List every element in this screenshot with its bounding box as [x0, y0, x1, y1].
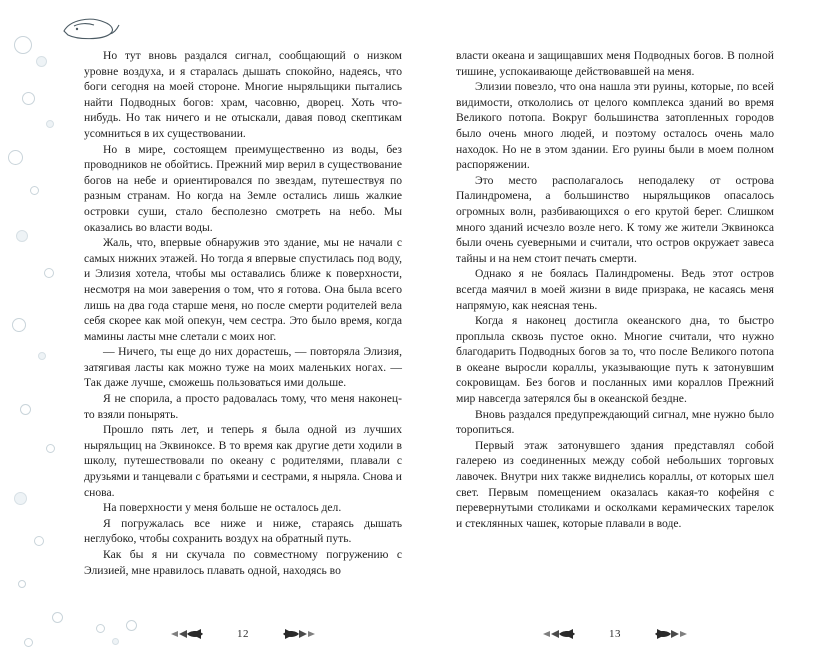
right-page-text-column [456, 48, 774, 531]
bubble-decoration [22, 92, 35, 105]
paragraph: Вновь раздался предупреждающий сигнал, мне нужно было торопиться. [456, 407, 774, 437]
paragraph: власти океана и защищавших меня Подводных богов. В полной тишине, успокаивающе действовавшей на меня. [456, 49, 774, 78]
fish-right-ornament-icon [257, 627, 317, 641]
whale-doodle-icon [60, 14, 120, 40]
bubble-decoration [16, 230, 28, 242]
paragraph: — Ничего, ты еще до них дорастешь, — повторяла Элизия, затягивая ласты как можно туже на моих маленьких ногах. — Так даже лучше, сможешь пользоваться ими дольше. [84, 345, 402, 390]
paragraph: Как бы я ни скучала по совместному погружению с Элизией, мне нравилось плавать одной, находясь во [84, 548, 402, 577]
bubble-decoration [46, 120, 54, 128]
left-page-folio [84, 627, 402, 641]
fish-left-ornament-icon [169, 627, 229, 641]
bubble-decoration [8, 150, 23, 165]
paragraph: Жаль, что, впервые обнаружив это здание, мы не начали с самых нижних этажей. Но тогда я впервые спустилась под воду, и Элизия хотела, чтобы мы оставались ближе к поверхности, несмотря на мои заверения о том, что я готова. Она была всего лишь на два года старше меня, но после смерти родителей вела себя скорее как мой опекун, чем сестра. Это было время, когда мамины ласты мне слетали с моих ног. [84, 236, 402, 343]
bubble-decoration [30, 186, 39, 195]
bubble-decoration [44, 268, 54, 278]
paragraph: Когда я наконец достигла океанского дна, то быстро проплыла сквозь пустое окно. Многие считали, что нужно благодарить Подводных богов за то, что после Великого потопа в океане выросли кораллы, указывающие путь к затонувшим сокровищам. Без богов и посланных ими кораллов Прежний мир навсегда затерялся бы в океанской бездне. [456, 314, 774, 406]
paragraph: Элизии повезло, что она нашла эти руины, которые, по всей видимости, откололись от целого комплекса зданий во время Великого потопа. Вокруг большинства затопленных городов было очень много людей, и поэтому осталось очень мало находок. Но не в этом здании. Его руины были в моем полном распоряжении. [456, 80, 774, 172]
bubble-decoration [36, 56, 47, 67]
paragraph: Но тут вновь раздался сигнал, сообщающий о низком уровне воздуха, и я старалась дышать спокойно, надеясь, что боги сегодня на моей стороне. Многие ныряльщики пытались найти Подводных богов: храм, часовню, дворец. Хоть что-нибудь. Но так ничего и не отыскали, давая повод скептикам усомниться в их существовании. [84, 49, 402, 140]
bubble-decoration [14, 492, 27, 505]
paragraph: Но в мире, состоящем преимущественно из воды, без проводников не обойтись. Прежний мир верил в существование богов на небе и ориентировался по звездам, путешествуя по разным странам. Но когда на Земле остались лишь жалкие островки суши, стало бесполезно смотреть на небо. Мы оказались во власти воды. [84, 142, 402, 234]
bubble-decoration [14, 36, 32, 54]
spine-gutter [409, 0, 410, 659]
fish-left-ornament-icon [541, 627, 601, 641]
bubble-decoration [38, 352, 46, 360]
bubble-decoration [24, 638, 33, 647]
fish-right-ornament-icon [629, 627, 689, 641]
right-page-folio [456, 627, 774, 641]
bubble-decoration [46, 444, 55, 453]
bubble-decoration [20, 404, 31, 415]
bubble-decoration [18, 580, 26, 588]
page-number: 13 [609, 628, 621, 640]
left-page-text-column [84, 48, 402, 578]
paragraph: Это место располагалось неподалеку от острова Палиндромена, а большинство ныряльщиков опасалось огромных волн, разбивающихся о его крутой берег. Слишком много зданий исчезло возле него. К тому же жители Эквинокса были очень суеверными и считали, что остров окружает завеса тайны и на нем стоит печать смерти. [456, 173, 774, 265]
page-number: 12 [237, 628, 249, 640]
paragraph: Прошло пять лет, и теперь я была одной из лучших ныряльщиц на Эквиноксе. В то время как другие дети ходили в школу, путешествовали по океану с родителями, плавали с друзьями и танцевали с братьями и сестрами, я ныряла. Снова и снова. [84, 423, 403, 499]
paragraph: Я не спорила, а просто радовалась тому, что меня наконец-то взяли понырять. [84, 392, 402, 421]
bubble-decoration [12, 318, 26, 332]
bubble-decoration [34, 536, 44, 546]
paragraph: Я погружалась все ниже и ниже, стараясь дышать неглубоко, чтобы сохранить воздух на обратный путь. [84, 516, 402, 546]
bubble-decoration [52, 612, 63, 623]
paragraph: Однако я не боялась Палиндромены. Ведь этот остров всегда маячил в моей жизни в виде призрака, не касаясь меня напрямую, как неясная тень. [456, 267, 774, 312]
paragraph: Первый этаж затонувшего здания представлял собой галерею из соединенных между собой небольших торговых лавочек. Внутри них также виднелись кораллы, от которых шел свет. Первым помещением оказалась какая-то кофейня с перевернутыми столиками и осколками керамических тарелок и стеклянных чашек, которые плавали в воде. [456, 438, 774, 530]
paragraph: На поверхности у меня больше не осталось дел. [103, 501, 342, 515]
